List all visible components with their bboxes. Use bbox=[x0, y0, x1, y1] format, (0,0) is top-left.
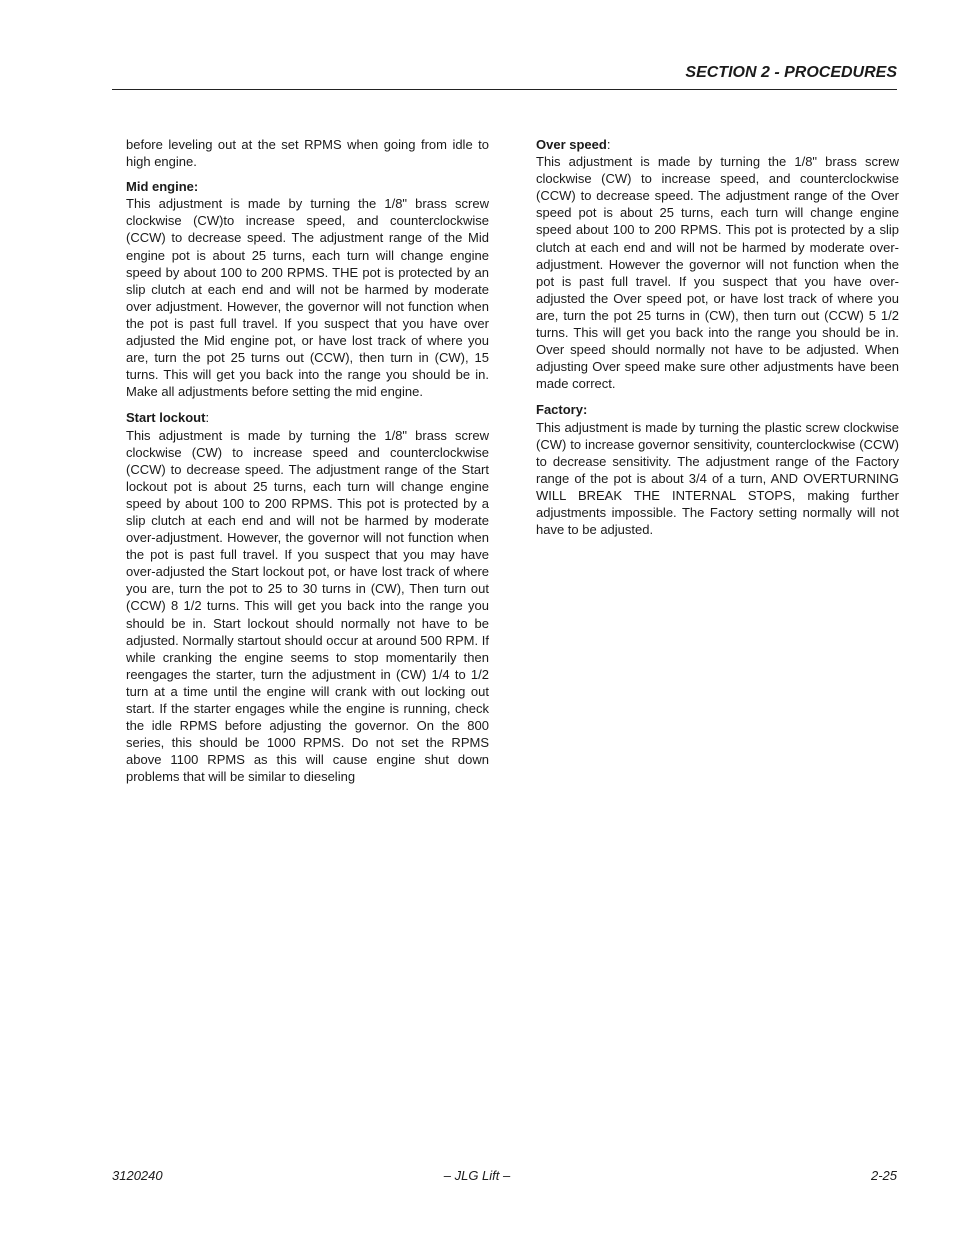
mid-engine-heading: Mid engine: bbox=[126, 179, 199, 195]
mid-engine-body: This adjustment is made by turning the 1/8" brass screw clockwise (CW)to increase speed, and counterclockwise (CCW) to decrease speed. The adjustment range of the Mid engine pot is about 25 turns, each turn will change engine speed by about 100 to 200 RPMS. THE pot is protected by an slip clutch at each end and will not be harmed by moderate over adjustment. However, the governor will not function when the pot is past full travel. If you suspect that you have over adjusted the Mid engine pot, or have lost track of where you are, turn the pot 25 turns out (CCW), then turn in (CW), 15 turns. This will get you back into the range you should be in. Make all adjustments before setting the mid engine. bbox=[126, 196, 489, 400]
factory-section bbox=[536, 401, 899, 538]
right-column bbox=[536, 136, 899, 547]
header-divider bbox=[112, 89, 897, 90]
start-lockout-colon: : bbox=[205, 410, 210, 426]
section-title: SECTION 2 - PROCEDURES bbox=[685, 64, 897, 81]
factory-heading: Factory: bbox=[536, 402, 588, 418]
over-speed-section bbox=[536, 136, 899, 392]
start-lockout-section bbox=[126, 409, 489, 785]
footer-page-number: 2-25 bbox=[870, 1168, 897, 1183]
start-lockout-heading: Start lockout bbox=[126, 410, 206, 426]
left-column bbox=[126, 136, 489, 794]
footer-doc-number: 3120240 bbox=[112, 1168, 163, 1183]
mid-engine-section bbox=[126, 178, 489, 400]
factory-body: This adjustment is made by turning the plastic screw clockwise (CW) to increase governor sensitivity, counterclockwise (CCW) to decrease sensitivity. The adjustment range of the Factory range of the pot is about 3/4 of a turn, AND OVERTURNING WILL BREAK THE INTERNAL STOPS, making further adjustments impossible. The Factory setting normally will not have to be adjusted. bbox=[536, 419, 899, 538]
start-lockout-body: This adjustment is made by turning the 1/8" brass screw clockwise (CW) to increase speed and counterclockwise (CCW) to decrease speed. The adjustment range of the Start lockout pot is about 25 turns, each turn will change engine speed by about 100 to 200 RPMS. This pot is protected by a slip clutch at each end and will not be harmed by moderate over-adjustment. However, the governor will not function when the pot is past full travel. If you suspect that you may have over-adjusted the Start lockout pot, or have lost track of where you are, turn the pot to 25 to 30 turns in (CW), Then turn out (CCW) 8 1/2 turns. This will get you back into the range you should be in. Start lockout should normally not have to be adjusted. Normally startout should occur at around 500 RPM. If while cranking the engine seems to stop momentarily then reengages the starter, turn the adjustment in (CW) 1/4 to 1/2 turn at a time until the engine will crank with out locking out start. If the starter engages while the engine is running, check the idle RPMS before adjusting the governor. On the 800 series, this should be 1000 RPMS. Do not set the RPMS above 1100 RPMS as this will cause engine shut down problems that will be similar to dieseling bbox=[126, 427, 489, 785]
over-speed-heading-line bbox=[536, 136, 899, 153]
over-speed-colon: : bbox=[606, 137, 611, 152]
start-lockout-heading-line bbox=[126, 409, 489, 426]
over-speed-body: This adjustment is made by turning the 1/8" brass screw clockwise (CW) to increase speed, and counterclockwise (CCW) to decrease speed. The adjustment range of the Over speed pot is about 25 turns, each turn will change engine speed about 100 to 200 RPMS. This pot is protected by a slip clutch at each end and will not be harmed by moderate over-adjustment. However the governor will not function when the pot is past full travel. If you suspect that you have over-adjusted the Over speed pot, or have lost track of where you are, turn the pot 25 turns in (CW), then turn out (CCW) 5 1/2 turns. This will get you back into the range you should be in. Over speed should normally not have to be adjusted. When adjusting Over speed make sure other adjustments have been made correct. bbox=[536, 154, 899, 392]
intro-paragraph: before leveling out at the set RPMS when going from idle to high engine. bbox=[126, 137, 489, 170]
footer-publisher: – JLG Lift – bbox=[443, 1168, 511, 1183]
over-speed-heading: Over speed bbox=[536, 137, 607, 152]
